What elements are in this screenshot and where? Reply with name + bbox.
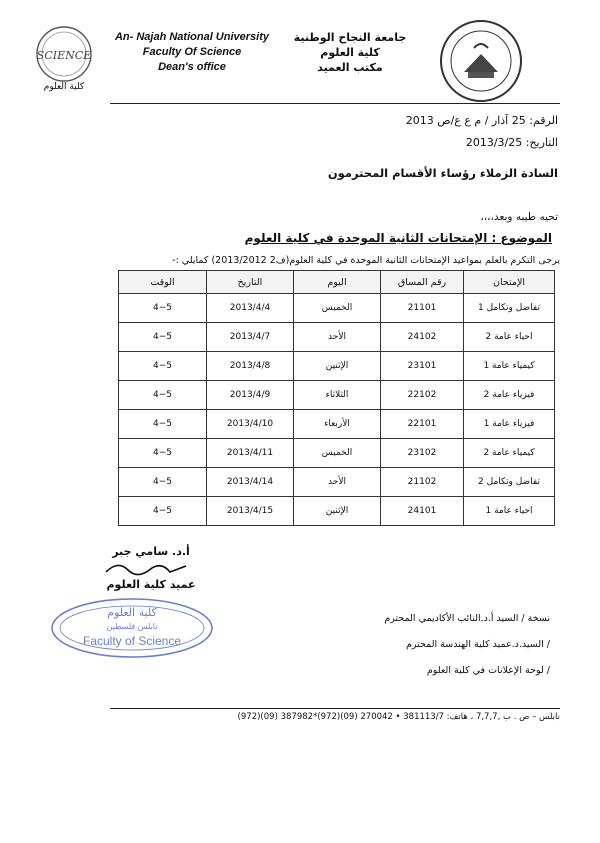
day-cell: الخميس <box>294 294 381 323</box>
dean-title: عميد كلية العلوم <box>106 578 196 591</box>
addressee: السادة الزملاء رؤساء الأقسام المحترمون <box>327 166 558 180</box>
date-line <box>250 136 558 149</box>
date-cell: 2013/4/4 <box>207 294 294 323</box>
date-cell: 2013/4/15 <box>207 497 294 526</box>
day-cell: الخميس <box>294 439 381 468</box>
day-cell: الأحد <box>294 323 381 352</box>
greeting: تحيه طيبه وبعد،،،، <box>480 211 558 223</box>
faculty-stamp <box>48 596 216 660</box>
date-cell: 2013/4/11 <box>207 439 294 468</box>
header-day: اليوم <box>294 271 381 294</box>
date-cell: 2013/4/10 <box>207 410 294 439</box>
course-number-cell: 21102 <box>381 468 464 497</box>
time-cell: 4−5 <box>119 381 207 410</box>
logo-text-text: SCIENCE <box>36 49 92 62</box>
table-row <box>119 439 555 468</box>
day-cell: الأربعاء <box>294 410 381 439</box>
exam-name-cell: احياء عامة 1 <box>464 497 555 526</box>
exam-name-cell: احياء عامة 2 <box>464 323 555 352</box>
reference-value: 25 آذار / م ع ع/ص 2013 <box>405 114 526 127</box>
header-date: التاريخ <box>207 271 294 294</box>
intro-paragraph: يرجى التكرم بالعلم بمواعيد الإمتحانات الثانية الموحدة في كلية العلوم(ف2 2013/2012) كمايلي :- <box>172 255 560 266</box>
course-number-cell: 24101 <box>381 497 464 526</box>
course-number-cell: 22101 <box>381 410 464 439</box>
university-name-en: An- Najah National University <box>114 31 270 43</box>
office-name-ar: مكتب العميد <box>317 61 383 74</box>
time-cell: 4−5 <box>119 323 207 352</box>
handwritten-signature-icon <box>96 558 206 578</box>
table-row <box>119 381 555 410</box>
footer-divider <box>110 708 560 709</box>
day-cell: الأحد <box>294 468 381 497</box>
date-value: 2013/3/25 <box>465 136 523 149</box>
header-divider <box>110 103 560 104</box>
exam-name-cell: كيمياء عامة 1 <box>464 352 555 381</box>
stamp-top-text: كلية العلوم <box>107 606 157 619</box>
table-header-row <box>119 271 555 294</box>
reference-label: الرقم: <box>529 114 558 127</box>
table-row <box>119 352 555 381</box>
exam-schedule-table <box>118 270 555 526</box>
date-label: التاريخ: <box>525 136 558 149</box>
office-name-en: Dean's office <box>158 61 226 73</box>
course-number-cell: 21101 <box>381 294 464 323</box>
time-cell: 4−5 <box>119 410 207 439</box>
signature-block <box>96 545 206 591</box>
subject-line: الموضوع : الإمتحانات الثانية الموحدة في كلية العلوم <box>244 231 552 245</box>
reference-line <box>250 114 558 127</box>
date-cell: 2013/4/9 <box>207 381 294 410</box>
logo-caption: كلية العلوم <box>43 82 85 92</box>
time-cell: 4−5 <box>119 352 207 381</box>
header-exam: الإمتحان <box>464 271 555 294</box>
copy-item: / السيد.د.عميد كلية الهندسة المحترم <box>405 639 550 650</box>
day-cell: الإثنين <box>294 497 381 526</box>
stamp-bottom-text: Faculty of Science <box>82 634 182 648</box>
day-cell: الإثنين <box>294 352 381 381</box>
stamp-mid-text: نابلس فلسطين <box>106 622 158 631</box>
course-number-cell: 24102 <box>381 323 464 352</box>
date-cell: 2013/4/14 <box>207 468 294 497</box>
table-row <box>119 323 555 352</box>
header-arabic <box>285 30 415 75</box>
copy-item: نسخة / السيد أ.د.النائب الأكاديمي المحترم <box>384 613 550 624</box>
faculty-name-en: Faculty Of Science <box>142 46 242 58</box>
table-row <box>119 497 555 526</box>
time-cell: 4−5 <box>119 439 207 468</box>
copy-item: / لوحة الإعلانات في كلية العلوم <box>426 665 550 676</box>
exam-name-cell: تفاضل وتكامل 2 <box>464 468 555 497</box>
table-row <box>119 410 555 439</box>
header-course-number: رقم المساق <box>381 271 464 294</box>
exam-name-cell: تفاضل وتكامل 1 <box>464 294 555 323</box>
faculty-name-ar: كلية العلوم <box>320 46 380 59</box>
exam-name-cell: فيزياء عامة 1 <box>464 410 555 439</box>
exam-name-cell: فيزياء عامة 2 <box>464 381 555 410</box>
day-cell: الثلاثاء <box>294 381 381 410</box>
time-cell: 4−5 <box>119 294 207 323</box>
university-name-ar: جامعة النجاح الوطنية <box>293 31 407 44</box>
table-row <box>119 294 555 323</box>
course-number-cell: 23101 <box>381 352 464 381</box>
time-cell: 4−5 <box>119 468 207 497</box>
exam-name-cell: كيمياء عامة 2 <box>464 439 555 468</box>
course-number-cell: 23102 <box>381 439 464 468</box>
footer-contact: نابلس – ص . ب ,7,7,7 ، هاتف: 381113/7 • 270042 (09)(972)*387982 (09)(972) <box>237 712 560 722</box>
copies-list <box>250 606 550 684</box>
table-row <box>119 468 555 497</box>
time-cell: 4−5 <box>119 497 207 526</box>
dean-name: أ.د. سامي جبر <box>112 545 190 558</box>
header-english <box>112 30 272 75</box>
course-number-cell: 22102 <box>381 381 464 410</box>
university-seal-icon <box>438 18 524 104</box>
header-time: الوقت <box>119 271 207 294</box>
date-cell: 2013/4/7 <box>207 323 294 352</box>
date-cell: 2013/4/8 <box>207 352 294 381</box>
